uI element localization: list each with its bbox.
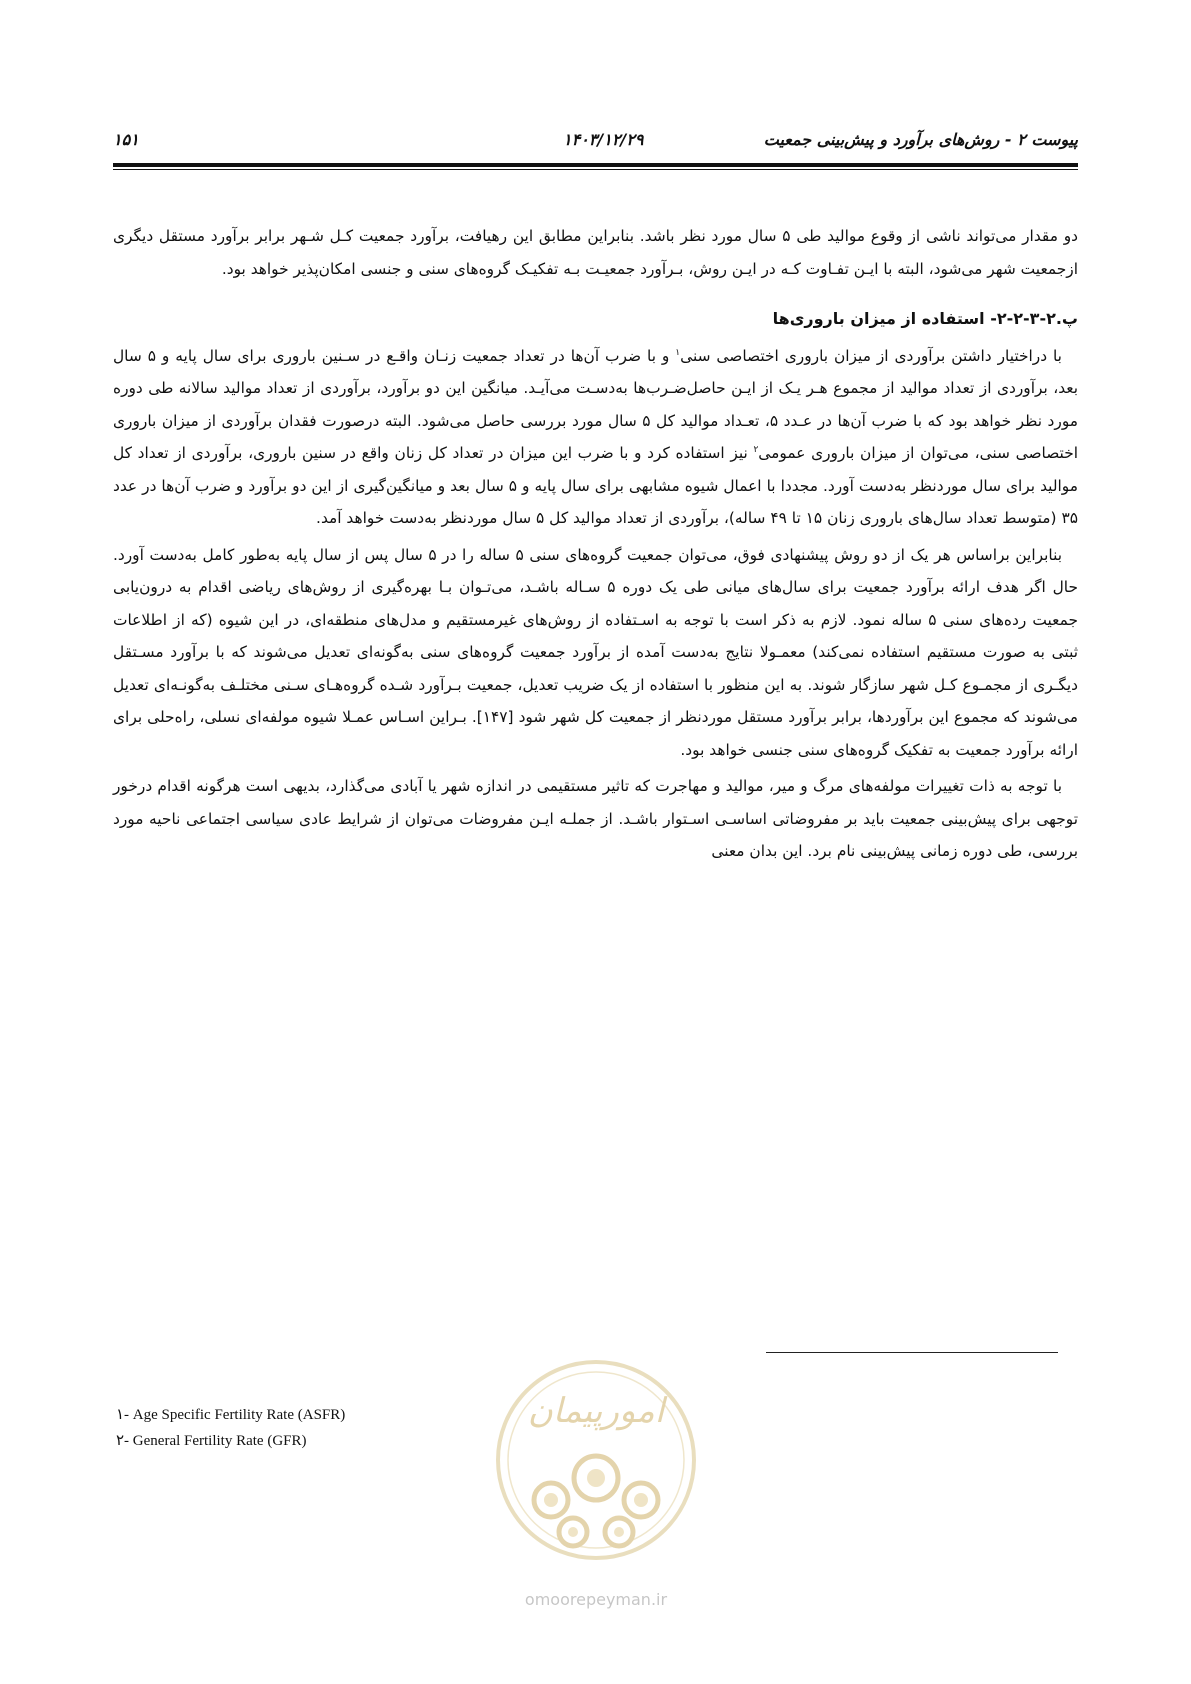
header-rule-thin xyxy=(113,169,1078,170)
watermark-site: omoorepeyman.ir xyxy=(524,1590,668,1609)
footnotes xyxy=(116,1402,345,1454)
paragraph-1: دو مقدار می‌تواند ناشی از وقوع موالید طی ۵ سال مورد نظر باشد. بنابراین مطابق این رهیافت، برآورد جمعیت کـل شـهر برابر برآورد مستقل دیگری ازجمعیت شهر می‌شود، البته با ایـن تفـاوت کـه در ایـن روش، بـرآورد جمعیـت بـه تفکیـک گروه‌های سنی و جنسی امکان‌پذیر خواهد بود. xyxy=(113,227,1078,278)
gear-cluster-logo-icon xyxy=(493,1350,699,1580)
section-heading: پ.۲-۳-۲-۲- استفاده از میزان باروری‌ها xyxy=(772,309,1078,328)
paragraph-2 xyxy=(113,340,1078,535)
footnote-1: ۱- Age Specific Fertility Rate (ASFR) xyxy=(116,1407,346,1423)
footnote-ref-2[interactable]: ۲ xyxy=(753,444,759,455)
body-text xyxy=(113,220,1078,872)
paragraph-2-part-c: نیز استفاده کرد و با ضرب این میزان در تعداد کل زنان واقع در سنین باروری، برآوردی از تعداد کل موالید برای سال موردنظر به‌دست آورد. مجددا با اعمال شیوه مشابهی برای سال پایه و ۵ سال بعد و میانگین‌گیری از این دو برآورد و ضرب آن‌ها در عدد ۳۵ (متوسط تعداد سال‌های باروری زنان ۱۵ تا ۴۹ ساله)، برآوردی از تعداد موالید کل ۵ سال موردنظر به‌دست خواهد آمد. xyxy=(113,444,1078,527)
watermark-logo-text: امورپیمان xyxy=(527,1391,665,1431)
header-date: ۱۴۰۳/۱۲/۲۹ xyxy=(563,130,644,149)
paragraph-2-part-b: و با ضرب آن‌ها در تعداد جمعیت زنـان واقـع در سـنین باروری برای سال پایه و ۵ سال بعد، برآوردی از تعداد موالید از مجموع هـر یـک از ایـن حاصل‌ضـرب‌ها به‌دسـت می‌آیـد. میانگین این دو برآورد، برآوردی از تعداد موالید سالانه طی دوره مورد نظر خواهد بود که با ضرب آن‌ها در عـدد ۵، تعـداد موالید کل ۵ سال مورد بررسی حاصل می‌شود. البته درصورت فقدان برآوردی از میزان باروری اختصاصی سنی، می‌توان از میزان باروری عمومی xyxy=(113,346,1079,462)
header-rule-thick xyxy=(113,163,1078,167)
footnote-2: ۲- General Fertility Rate (GFR) xyxy=(116,1433,307,1449)
paragraph-3: بنابراین براساس هر یک از دو روش پیشنهادی فوق، می‌توان جمعیت گروه‌های سنی ۵ ساله را در ۵ سال پس از سال پایه به‌طور کامل به‌دست آورد. حال اگر هدف ارائه برآورد جمعیت برای سال‌های میانی طی یک دوره ۵ سـاله باشـد، می‌تـوان بـا بهره‌گیری از روش‌های ریاضی اقدام به درون‌یابی جمعیت رده‌های سنی ۵ ساله نمود. لازم به ذکر است با توجه به اسـتفاده از روش‌های غیرمستقیم و مدل‌های منطقه‌ای، در این شیوه (که از اطلاعات ثبتی به صورت مستقیم استفاده نمی‌کند) معمـولا نتایج به‌دست آمده از برآورد جمعیت گروه‌های سنی به‌گونه‌ای تعدیل می‌شوند که با برآورد مسـتقل دیگـری از مجمـوع کـل شهر سازگار شوند. به این منظور با استفاده از یک ضریب تعدیل، جمعیت بـرآورد شـده گروه‌هـای سـنی مختلـف به‌گونـه‌ای تعدیل می‌شوند که مجموع این برآوردها، برابر برآورد مستقل موردنظر از جمعیت کل شهر شود [۱۴۷]. بـراین اسـاس عمـلا شیوه مولفه‌ای نسلی، راه‌حلی برای ارائه برآورد جمعیت به تفکیک گروه‌های سنی جنسی خواهد بود. xyxy=(113,545,1078,759)
footnote-separator xyxy=(766,1352,1058,1353)
page-header xyxy=(113,128,1078,158)
paragraph-4: با توجه به ذات تغییرات مولفه‌های مرگ و میر، موالید و مهاجرت که تاثیر مستقیمی در اندازه شهر یا آبادی می‌گذارد، بدیهی است هرگونه اقدام درخور توجهی برای پیش‌بینی جمعیت باید بر مفروضاتی اساسـی اسـتوار باشـد. از جملـه ایـن مفروضات می‌توان از شرایط عادی سیاسی اجتماعی ناحیه مورد بررسی، طی دوره زمانی پیش‌بینی نام برد. این بدان معنی xyxy=(113,777,1078,860)
footnote-ref-1[interactable]: ۱ xyxy=(675,347,681,358)
page-number: ۱۵۱ xyxy=(113,130,139,149)
watermark xyxy=(493,1350,699,1626)
paragraph-2-part-a: با دراختیار داشتن برآوردی از میزان باروری اختصاصی سنی xyxy=(680,346,1062,365)
running-title: پیوست ۲ - روش‌های برآورد و پیش‌بینی جمعیت xyxy=(763,130,1078,149)
